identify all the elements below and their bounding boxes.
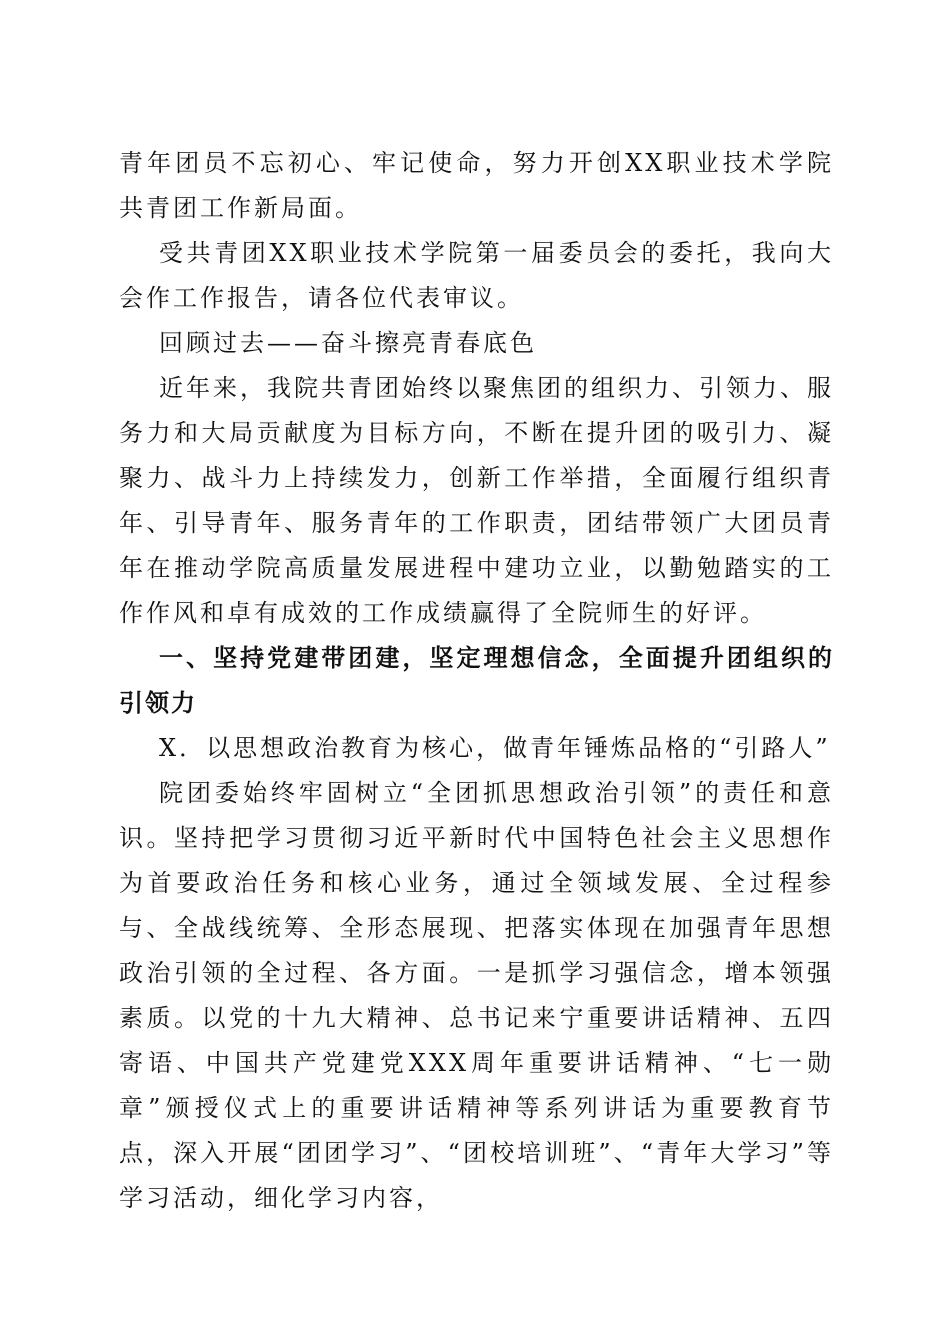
- paragraph-review: 近年来，我院共青团始终以聚焦团的组织力、引领力、服务力和大局贡献度为目标方向，不断在提升团的吸引力、凝聚力、战斗力上持续发力，创新工作举措，全面履行组织青年、引导青年、服务青年的工作职责，团结带领广大团员青年在推动学院高质量发展进程中建功立业，以勤勉踏实的工作作风和卓有成效的工作成绩赢得了全院师生的好评。: [119, 374, 834, 627]
- paragraph-ideology: 院团委始终牢固树立“全团抓思想政治引领”的责任和意识。坚持把学习贯彻习近平新时代中国特色社会主义思想作为首要政治任务和核心业务，通过全领域发展、全过程参与、全战线统筹、全形态展现、把落实体现在加强青年思想政治引领的全过程、各方面。一是抓学习强信念，增本领强素质。以党的十九大精神、总书记来宁重要讲话精神、五四寄语、中国共产党建党XXX周年重要讲话精神、“七一勋章”颁授仪式上的重要讲话精神等系列讲话为重要教育节点，深入开展“团团学习”、“团校培训班”、“青年大学习”等学习活动，细化学习内容，: [119, 779, 834, 1212]
- section-subtitle: 回顾过去——奋斗擦亮青春底色: [159, 329, 537, 357]
- document-body: [119, 141, 834, 1221]
- subsection-heading-x: X．以思想政治教育为核心，做青年锤炼品格的“引路人”: [159, 734, 831, 762]
- section-heading-1: 一、坚持党建带团建，坚定理想信念，全面提升团组织的引领力: [119, 644, 834, 717]
- paragraph-continuation: 青年团员不忘初心、牢记使命，努力开创XX职业技术学院共青团工作新局面。: [119, 149, 834, 222]
- paragraph-entrustment: 受共青团XX职业技术学院第一届委员会的委托，我向大会作工作报告，请各位代表审议。: [119, 239, 834, 312]
